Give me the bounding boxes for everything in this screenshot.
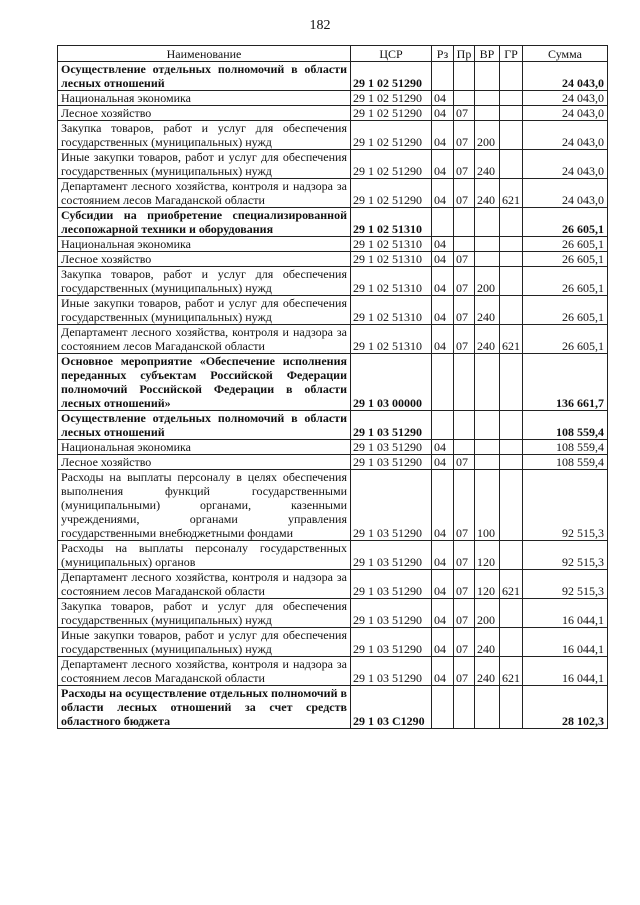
row-pr [454, 237, 475, 252]
row-name: Иные закупки товаров, работ и услуг для обеспечения государственных (муниципальных) нужд [58, 296, 351, 325]
row-name: Осуществление отдельных полномочий в области лесных отношений [58, 62, 351, 91]
row-name: Закупка товаров, работ и услуг для обеспечения государственных (муниципальных) нужд [58, 121, 351, 150]
row-rz: 04 [432, 541, 454, 570]
row-gr [500, 411, 523, 440]
row-csr: 29 1 03 51290 [351, 411, 432, 440]
row-pr: 07 [454, 657, 475, 686]
row-vr: 200 [475, 267, 500, 296]
row-rz: 04 [432, 91, 454, 106]
table-row [58, 686, 608, 729]
row-pr [454, 354, 475, 411]
row-vr [475, 91, 500, 106]
row-rz: 04 [432, 179, 454, 208]
row-rz: 04 [432, 121, 454, 150]
row-gr [500, 267, 523, 296]
row-name: Расходы на выплаты персоналу в целях обеспечения выполнения функций государственными (муниципальными) органами, казенными учреждениями, органами управления государственными внебюджетными фондами [58, 470, 351, 541]
row-pr: 07 [454, 325, 475, 354]
row-gr [500, 455, 523, 470]
row-gr: 621 [500, 325, 523, 354]
row-vr: 240 [475, 628, 500, 657]
row-name: Национальная экономика [58, 440, 351, 455]
row-name: Департамент лесного хозяйства, контроля и надзора за состоянием лесов Магаданской области [58, 179, 351, 208]
row-name: Национальная экономика [58, 237, 351, 252]
row-sum: 24 043,0 [523, 150, 608, 179]
row-pr: 07 [454, 296, 475, 325]
table-row [58, 455, 608, 470]
row-name: Лесное хозяйство [58, 106, 351, 121]
header-gr: ГР [500, 46, 523, 62]
row-pr [454, 62, 475, 91]
row-csr: 29 1 02 51290 [351, 91, 432, 106]
table-row [58, 325, 608, 354]
row-csr: 29 1 03 51290 [351, 599, 432, 628]
row-sum: 108 559,4 [523, 455, 608, 470]
row-csr: 29 1 02 51310 [351, 325, 432, 354]
row-vr [475, 237, 500, 252]
row-name: Иные закупки товаров, работ и услуг для обеспечения государственных (муниципальных) нужд [58, 628, 351, 657]
row-pr: 07 [454, 541, 475, 570]
row-pr: 07 [454, 628, 475, 657]
header-pr: Пр [454, 46, 475, 62]
row-vr [475, 455, 500, 470]
table-row [58, 599, 608, 628]
table-body [58, 62, 608, 729]
row-sum: 26 605,1 [523, 237, 608, 252]
row-gr [500, 354, 523, 411]
row-pr: 07 [454, 179, 475, 208]
row-rz: 04 [432, 296, 454, 325]
table-row [58, 237, 608, 252]
row-name: Субсидии на приобретение специализированной лесопожарной техники и оборудования [58, 208, 351, 237]
page-number: 182 [309, 18, 331, 33]
table-row [58, 541, 608, 570]
row-vr: 200 [475, 599, 500, 628]
row-name: Департамент лесного хозяйства, контроля и надзора за состоянием лесов Магаданской области [58, 570, 351, 599]
table-row [58, 208, 608, 237]
row-sum: 16 044,1 [523, 628, 608, 657]
row-csr: 29 1 02 51310 [351, 267, 432, 296]
row-pr: 07 [454, 150, 475, 179]
row-gr [500, 296, 523, 325]
row-gr [500, 150, 523, 179]
row-csr: 29 1 02 51310 [351, 237, 432, 252]
row-csr: 29 1 03 00000 [351, 354, 432, 411]
row-csr: 29 1 03 51290 [351, 628, 432, 657]
row-name: Департамент лесного хозяйства, контроля и надзора за состоянием лесов Магаданской области [58, 325, 351, 354]
table-row [58, 411, 608, 440]
table-row [58, 179, 608, 208]
row-gr: 621 [500, 570, 523, 599]
row-gr [500, 208, 523, 237]
row-vr: 200 [475, 121, 500, 150]
row-gr [500, 121, 523, 150]
row-vr [475, 252, 500, 267]
header-name: Наименование [58, 46, 351, 62]
row-csr: 29 1 02 51310 [351, 252, 432, 267]
row-gr [500, 470, 523, 541]
table-row [58, 121, 608, 150]
row-sum: 26 605,1 [523, 208, 608, 237]
table-row [58, 657, 608, 686]
row-gr: 621 [500, 179, 523, 208]
row-vr: 240 [475, 296, 500, 325]
row-vr [475, 208, 500, 237]
row-csr: 29 1 03 51290 [351, 440, 432, 455]
row-rz [432, 208, 454, 237]
row-gr [500, 599, 523, 628]
row-gr: 621 [500, 657, 523, 686]
row-rz: 04 [432, 628, 454, 657]
row-gr [500, 62, 523, 91]
table-row [58, 106, 608, 121]
row-sum: 26 605,1 [523, 267, 608, 296]
row-sum: 108 559,4 [523, 440, 608, 455]
row-pr: 07 [454, 470, 475, 541]
row-sum: 16 044,1 [523, 599, 608, 628]
row-gr [500, 252, 523, 267]
row-name: Национальная экономика [58, 91, 351, 106]
row-sum: 24 043,0 [523, 91, 608, 106]
row-rz: 04 [432, 599, 454, 628]
row-rz: 04 [432, 252, 454, 267]
row-vr: 240 [475, 657, 500, 686]
row-gr [500, 686, 523, 729]
row-rz: 04 [432, 470, 454, 541]
table-row [58, 267, 608, 296]
row-sum: 24 043,0 [523, 106, 608, 121]
row-sum: 92 515,3 [523, 570, 608, 599]
row-csr: 29 1 02 51310 [351, 296, 432, 325]
table-header [58, 46, 608, 62]
row-csr: 29 1 02 51290 [351, 121, 432, 150]
row-sum: 108 559,4 [523, 411, 608, 440]
table-row [58, 628, 608, 657]
row-vr: 240 [475, 179, 500, 208]
row-pr [454, 411, 475, 440]
table-row [58, 62, 608, 91]
row-sum: 26 605,1 [523, 252, 608, 267]
row-name: Лесное хозяйство [58, 252, 351, 267]
row-rz [432, 62, 454, 91]
row-pr: 07 [454, 570, 475, 599]
row-sum: 24 043,0 [523, 179, 608, 208]
row-sum: 24 043,0 [523, 121, 608, 150]
row-rz: 04 [432, 570, 454, 599]
header-vr: ВР [475, 46, 500, 62]
header-csr: ЦСР [351, 46, 432, 62]
row-vr [475, 106, 500, 121]
table-row [58, 440, 608, 455]
row-pr: 07 [454, 121, 475, 150]
row-name: Иные закупки товаров, работ и услуг для обеспечения государственных (муниципальных) нужд [58, 150, 351, 179]
row-sum: 92 515,3 [523, 541, 608, 570]
row-sum: 92 515,3 [523, 470, 608, 541]
table-row [58, 91, 608, 106]
row-vr: 120 [475, 570, 500, 599]
row-name: Расходы на осуществление отдельных полномочий в области лесных отношений за счет средств областного бюджета [58, 686, 351, 729]
row-pr [454, 91, 475, 106]
row-csr: 29 1 02 51290 [351, 106, 432, 121]
table-row [58, 296, 608, 325]
row-csr: 29 1 03 51290 [351, 657, 432, 686]
row-pr: 07 [454, 267, 475, 296]
table-row [58, 470, 608, 541]
row-name: Основное мероприятие «Обеспечение исполнения переданных субъектам Российской Федерации полномочий Российской Федерации в области лесных отношений» [58, 354, 351, 411]
row-name: Осуществление отдельных полномочий в области лесных отношений [58, 411, 351, 440]
header-rz: Рз [432, 46, 454, 62]
header-sum: Сумма [523, 46, 608, 62]
row-gr [500, 541, 523, 570]
row-name: Расходы на выплаты персоналу государственных (муниципальных) органов [58, 541, 351, 570]
row-rz: 04 [432, 455, 454, 470]
row-pr: 07 [454, 106, 475, 121]
row-vr: 240 [475, 150, 500, 179]
row-rz: 04 [432, 325, 454, 354]
row-sum: 16 044,1 [523, 657, 608, 686]
row-csr: 29 1 02 51290 [351, 62, 432, 91]
row-pr [454, 208, 475, 237]
row-name: Департамент лесного хозяйства, контроля и надзора за состоянием лесов Магаданской области [58, 657, 351, 686]
row-pr [454, 440, 475, 455]
row-vr [475, 354, 500, 411]
row-sum: 136 661,7 [523, 354, 608, 411]
row-rz: 04 [432, 657, 454, 686]
row-rz: 04 [432, 440, 454, 455]
row-gr [500, 91, 523, 106]
row-name: Лесное хозяйство [58, 455, 351, 470]
row-pr: 07 [454, 252, 475, 267]
row-vr [475, 62, 500, 91]
row-vr: 120 [475, 541, 500, 570]
row-csr: 29 1 02 51310 [351, 208, 432, 237]
row-csr: 29 1 02 51290 [351, 150, 432, 179]
row-rz [432, 411, 454, 440]
table-row [58, 252, 608, 267]
row-rz: 04 [432, 150, 454, 179]
row-pr [454, 686, 475, 729]
budget-table [57, 45, 608, 729]
row-csr: 29 1 03 С1290 [351, 686, 432, 729]
row-vr [475, 440, 500, 455]
row-sum: 26 605,1 [523, 325, 608, 354]
row-gr [500, 237, 523, 252]
row-csr: 29 1 03 51290 [351, 470, 432, 541]
row-name: Закупка товаров, работ и услуг для обеспечения государственных (муниципальных) нужд [58, 267, 351, 296]
row-gr [500, 106, 523, 121]
table-row [58, 354, 608, 411]
row-csr: 29 1 02 51290 [351, 179, 432, 208]
row-gr [500, 628, 523, 657]
row-sum: 28 102,3 [523, 686, 608, 729]
row-name: Закупка товаров, работ и услуг для обеспечения государственных (муниципальных) нужд [58, 599, 351, 628]
row-csr: 29 1 03 51290 [351, 455, 432, 470]
row-vr [475, 686, 500, 729]
table-row [58, 570, 608, 599]
row-rz: 04 [432, 106, 454, 121]
row-vr [475, 411, 500, 440]
row-rz: 04 [432, 237, 454, 252]
row-csr: 29 1 03 51290 [351, 570, 432, 599]
row-pr: 07 [454, 455, 475, 470]
row-rz [432, 686, 454, 729]
row-sum: 24 043,0 [523, 62, 608, 91]
row-rz: 04 [432, 267, 454, 296]
row-csr: 29 1 03 51290 [351, 541, 432, 570]
row-rz [432, 354, 454, 411]
row-vr: 240 [475, 325, 500, 354]
row-gr [500, 440, 523, 455]
row-pr: 07 [454, 599, 475, 628]
row-vr: 100 [475, 470, 500, 541]
table-row [58, 150, 608, 179]
row-sum: 26 605,1 [523, 296, 608, 325]
